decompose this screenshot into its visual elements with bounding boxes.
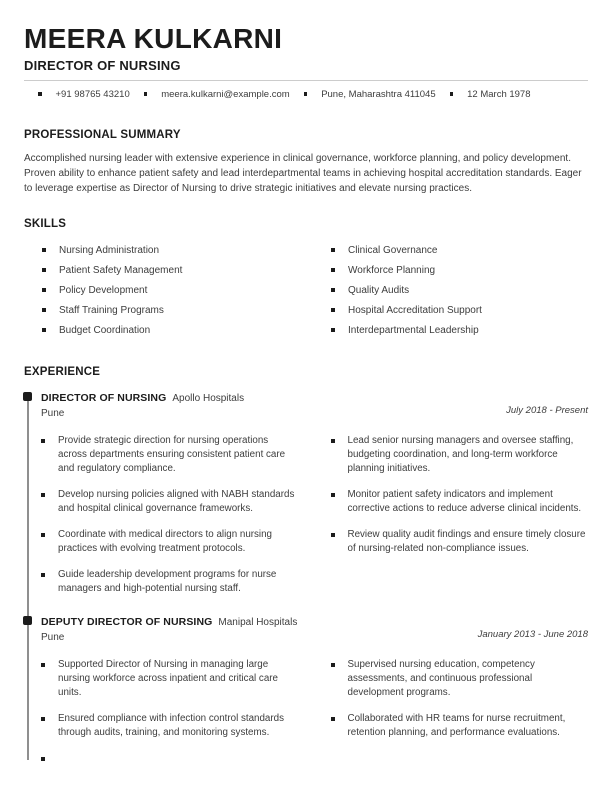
skill-item <box>331 300 588 320</box>
job-bullet-text: Supervised nursing education, competency assessments, and continuous professional development programs. <box>347 659 535 699</box>
contact-item <box>130 89 290 100</box>
date-range: January 2013 - June 2018 <box>477 629 588 641</box>
skill-item <box>42 260 299 280</box>
skill-item <box>42 280 299 300</box>
summary-text: Accomplished nursing leader with extensive experience in clinical governance, workforce planning, and policy development. Proven ability to enhance patient safety and lead interdepartmental teams in achieving hospital accreditation standards. Eager to leverage expertise as Director of Nursing to drive strategic initiatives and elevate nursing practices. <box>24 152 582 195</box>
job-title-row <box>41 390 588 405</box>
skill-label: Budget Coordination <box>59 324 151 336</box>
job-bullet-text: Review quality audit findings and ensure timely closure of nursing-related non-compliance issues. <box>347 529 586 555</box>
bullet-square-icon <box>42 308 46 312</box>
bullet-square-icon <box>41 717 45 721</box>
job-bullet <box>331 488 589 516</box>
bullet-square-icon <box>331 663 335 667</box>
bullet-separator-icon <box>144 92 148 96</box>
job-bullets-left <box>41 434 299 596</box>
job-bullet-text: Ensured compliance with infection control standards through audits, training, and monitoring systems. <box>58 713 284 739</box>
skill-item <box>42 240 299 260</box>
skill-item <box>42 320 299 340</box>
job-bullet <box>41 434 299 476</box>
experience-entry <box>24 390 588 596</box>
job-bullet <box>331 712 589 740</box>
bullet-separator-icon <box>304 92 308 96</box>
contact-item <box>24 89 130 100</box>
job-bullet <box>331 434 589 476</box>
job-bullet <box>41 528 299 556</box>
header-divider <box>24 80 588 81</box>
skill-item <box>331 280 588 300</box>
skill-item <box>331 320 588 340</box>
skill-label: Policy Development <box>59 284 148 296</box>
skill-label: Quality Audits <box>348 284 410 296</box>
job-bullets-left <box>41 658 299 761</box>
section-skills <box>24 218 588 340</box>
job-bullet-text: Coordinate with medical directors to align nursing practices with evolving treatment protocols. <box>58 529 273 555</box>
bullet-square-icon <box>331 493 335 497</box>
bullet-square-icon <box>331 328 335 332</box>
section-experience <box>24 366 588 761</box>
skill-label: Nursing Administration <box>59 244 160 256</box>
job-bullet <box>41 488 299 516</box>
bullet-square-icon <box>41 573 45 577</box>
skill-label: Staff Training Programs <box>59 304 164 316</box>
contact-value: +91 98765 43210 <box>55 88 130 100</box>
job-bullet-text: Monitor patient safety indicators and implement corrective actions to reduce adverse clinical incidents. <box>347 489 582 515</box>
contact-item <box>436 89 531 100</box>
job-bullet-text: Guide leadership development programs for nurse managers and high-potential nursing staff. <box>58 569 277 595</box>
contact-value: 12 March 1978 <box>467 88 531 100</box>
person-name: MEERA KULKARNI <box>24 23 283 54</box>
job-title: DEPUTY DIRECTOR OF NURSING <box>41 616 213 629</box>
skill-item <box>331 240 588 260</box>
job-bullet-columns <box>41 658 588 761</box>
resume-header <box>24 23 588 100</box>
job-bullet-columns <box>41 434 588 596</box>
job-bullet <box>331 528 589 556</box>
summary-section-heading: PROFESSIONAL SUMMARY <box>24 128 181 141</box>
job-bullet-text: Supported Director of Nursing in managing large nursing workforce across inpatient and critical care units. <box>58 659 278 699</box>
bullet-separator-icon <box>38 92 42 96</box>
bullet-square-icon <box>331 288 335 292</box>
contact-value: Pune, Maharashtra 411045 <box>321 88 436 100</box>
contact-bar <box>24 89 588 100</box>
bullet-square-icon <box>41 757 45 761</box>
bullet-square-icon <box>331 308 335 312</box>
job-bullet <box>41 658 299 700</box>
skill-label: Patient Safety Management <box>59 264 183 276</box>
company-name: Apollo Hospitals <box>172 393 245 405</box>
timeline-marker-icon <box>23 616 32 625</box>
skill-label: Workforce Planning <box>348 264 436 276</box>
skill-item <box>42 300 299 320</box>
timeline-marker-icon <box>23 392 32 401</box>
job-bullet-text: Lead senior nursing managers and oversee staffing, budgeting coordination, and long-term workforce planning initiatives. <box>347 435 574 475</box>
bullet-square-icon <box>41 663 45 667</box>
person-title: DIRECTOR OF NURSING <box>24 57 181 73</box>
job-location: Pune <box>41 408 65 420</box>
contact-value: meera.kulkarni@example.com <box>161 88 290 100</box>
company-name: Manipal Hospitals <box>218 617 298 629</box>
job-bullet <box>41 568 299 596</box>
bullet-square-icon <box>331 268 335 272</box>
contact-item <box>290 89 436 100</box>
job-bullet <box>41 752 299 761</box>
bullet-square-icon <box>331 717 335 721</box>
job-bullets-right <box>331 658 589 761</box>
job-bullet <box>331 658 589 700</box>
skills-section-heading: SKILLS <box>24 218 67 231</box>
bullet-square-icon <box>41 533 45 537</box>
job-title: DIRECTOR OF NURSING <box>41 392 167 405</box>
experience-section-heading: EXPERIENCE <box>24 366 101 379</box>
bullet-square-icon <box>41 439 45 443</box>
job-location: Pune <box>41 632 65 644</box>
skill-label: Hospital Accreditation Support <box>348 304 482 316</box>
skills-list <box>42 240 588 340</box>
skill-label: Clinical Governance <box>348 244 438 256</box>
experience-list <box>24 390 588 761</box>
bullet-square-icon <box>41 493 45 497</box>
skill-label: Interdepartmental Leadership <box>348 324 479 336</box>
bullet-square-icon <box>42 268 46 272</box>
job-title-row <box>41 614 588 629</box>
bullet-square-icon <box>42 328 46 332</box>
bullet-separator-icon <box>450 92 454 96</box>
job-bullet-text: Provide strategic direction for nursing operations across departments ensuring consistent patient care and regulatory compliance. <box>58 435 286 475</box>
skill-item <box>331 260 588 280</box>
experience-entry <box>24 614 588 761</box>
bullet-square-icon <box>331 248 335 252</box>
section-professional-summary <box>24 129 588 197</box>
bullet-square-icon <box>331 439 335 443</box>
bullet-square-icon <box>42 288 46 292</box>
date-range: July 2018 - Present <box>506 405 588 417</box>
bullet-square-icon <box>42 248 46 252</box>
job-bullet <box>41 712 299 740</box>
job-bullet-text: Collaborated with HR teams for nurse recruitment, retention planning, and performance evaluations. <box>347 713 566 739</box>
bullet-square-icon <box>331 533 335 537</box>
job-bullet-text: Develop nursing policies aligned with NABH standards and hospital clinical governance frameworks. <box>58 489 295 515</box>
job-bullets-right <box>331 434 589 596</box>
